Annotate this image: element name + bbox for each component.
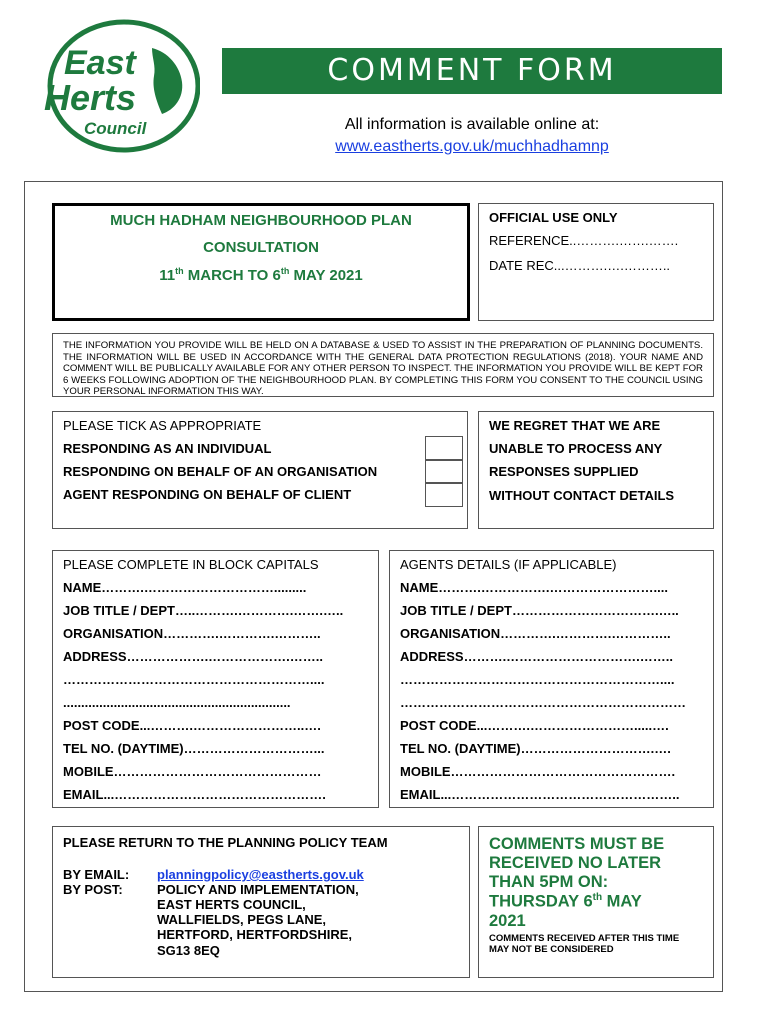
return-instructions-box (52, 826, 470, 978)
return-heading: PLEASE RETURN TO THE PLANNING POLICY TEAM (63, 835, 388, 850)
tel-daytime-field[interactable]: TEL NO. (DAYTIME)…………………………... (63, 741, 325, 756)
agent-mobile-field[interactable]: MOBILE……………………………………………. (400, 764, 676, 779)
deadline-note: COMMENTS RECEIVED AFTER THIS TIME (489, 933, 680, 944)
postcode-field[interactable]: POST CODE...……….……………………..…. (63, 718, 321, 733)
info-url-link[interactable]: www.eastherts.gov.uk/muchhadhamnp (335, 138, 609, 155)
consultation-box (52, 203, 470, 321)
svg-text:East: East (64, 44, 136, 82)
deadline-date: THURSDAY 6th MAY (489, 892, 642, 911)
address-field[interactable]: ADDRESS……………….……………….…….. (63, 649, 324, 664)
data-protection-notice: THE INFORMATION YOU PROVIDE WILL BE HELD ON A DATABASE & USED TO ASSIST IN THE PREPARATION OF PLANNING DOCUMENTS. THE INFORMATION WILL BE USED IN ACCORDANCE WITH THE GENERAL DATA PROTECTION REGULATIONS (2018). YOUR NAME AND COMMENT WILL BE PUBLICALLY AVAILABLE FOR ANY OTHER PERSON TO INSPECT. THE INFORMATION YOU PROVIDE WILL BE KEPT FOR 6 WEEKS FOLLOWING ADOPTION OF THE NEIGHBOURHOOD PLAN. BY COMPLETING THIS FORM YOU CONSENT TO THE COUNCIL USING YOUR PERSONAL INFORMATION THIS WAY. (52, 333, 714, 397)
svg-text:Herts: Herts (44, 77, 137, 118)
option-agent-label: AGENT RESPONDING ON BEHALF OF CLIENT (63, 487, 352, 502)
deadline-year: 2021 (489, 912, 526, 930)
mobile-field[interactable]: MOBILE………………………………………… (63, 764, 322, 779)
agent-details-heading: AGENTS DETAILS (IF APPLICABLE) (400, 557, 617, 572)
email-label: BY EMAIL: (63, 867, 130, 882)
address-line-3-field[interactable]: ............................................................... (63, 695, 291, 710)
checkbox-organisation[interactable] (425, 459, 463, 484)
agent-postcode-field[interactable]: POST CODE...……….…………………….....…. (400, 718, 669, 733)
option-individual-label: RESPONDING AS AN INDIVIDUAL (63, 441, 272, 456)
address-line: EAST HERTS COUNCIL, (157, 897, 306, 912)
respondent-type-box (52, 411, 468, 529)
address-line: WALLFIELDS, PEGS LANE, (157, 912, 327, 927)
regret-line: UNABLE TO PROCESS ANY (489, 441, 663, 456)
personal-details-heading: PLEASE COMPLETE IN BLOCK CAPITALS (63, 557, 319, 572)
deadline-line: THAN 5PM ON: (489, 873, 609, 891)
option-organisation-label: RESPONDING ON BEHALF OF AN ORGANISATION (63, 464, 378, 479)
organisation-field[interactable]: ORGANISATION………….………….……….. (63, 626, 321, 641)
deadline-note: MAY NOT BE CONSIDERED (489, 944, 614, 955)
deadline-line: RECEIVED NO LATER (489, 854, 662, 872)
agent-organisation-field[interactable]: ORGANISATION………….………….………….. (400, 626, 671, 641)
email-field[interactable]: EMAIL...…………………………………………. (63, 787, 326, 802)
regret-notice-box (478, 411, 714, 529)
official-use-box (478, 203, 714, 321)
address-line: POLICY AND IMPLEMENTATION, (157, 882, 359, 897)
date-received-field[interactable]: DATE REC...……….….……….. (489, 258, 671, 273)
checkbox-individual[interactable] (425, 436, 463, 461)
consultation-subtitle: CONSULTATION (203, 239, 319, 256)
official-use-heading: OFFICIAL USE ONLY (489, 210, 618, 225)
agent-address-line-3-field[interactable]: ………………………………………………………… (400, 695, 686, 710)
info-line: All information is available online at: (344, 116, 600, 133)
tick-heading: PLEASE TICK AS APPROPRIATE (63, 418, 262, 433)
address-line: SG13 8EQ (157, 943, 220, 958)
consultation-title: MUCH HADHAM NEIGHBOURHOOD PLAN (110, 212, 412, 229)
agent-address-line-2-field[interactable]: …………………………………………………….... (400, 672, 675, 687)
address-line-2-field[interactable]: ………………………………………………….... (63, 672, 325, 687)
logo-emblem-icon (40, 18, 200, 154)
name-field[interactable]: NAME……….…………………………......... (63, 580, 307, 595)
address-line: HERTFORD, HERTFORDSHIRE, (157, 927, 352, 942)
agent-tel-daytime-field[interactable]: TEL NO. (DAYTIME)………………………….…. (400, 741, 671, 756)
agent-job-title-field[interactable]: JOB TITLE / DEPT…………………………….….. (400, 603, 679, 618)
agent-name-field[interactable]: NAME……….…………….…………………….... (400, 580, 668, 595)
regret-line: WE REGRET THAT WE ARE (489, 418, 661, 433)
checkbox-agent[interactable] (425, 482, 463, 507)
east-herts-council-logo (40, 18, 200, 154)
email-link[interactable]: planningpolicy@eastherts.gov.uk (157, 867, 364, 882)
job-title-field[interactable]: JOB TITLE / DEPT…..……….………….…….….. (63, 603, 344, 618)
regret-line: RESPONSES SUPPLIED (489, 464, 639, 479)
reference-field[interactable]: REFERENCE..……….…….……. (489, 233, 679, 248)
personal-details-box (52, 550, 379, 808)
agent-details-box (389, 550, 714, 808)
svg-text:Council: Council (84, 119, 147, 138)
consultation-dates: 11th MARCH TO 6th MAY 2021 (159, 266, 363, 284)
agent-email-field[interactable]: EMAIL...…………………………………………….. (400, 787, 680, 802)
deadline-line: COMMENTS MUST BE (489, 835, 665, 853)
post-label: BY POST: (63, 882, 123, 897)
regret-line: WITHOUT CONTACT DETAILS (489, 488, 675, 503)
deadline-box (478, 826, 714, 978)
agent-address-field[interactable]: ADDRESS……….………………………….…….. (400, 649, 674, 664)
form-title: COMMENT FORM (222, 48, 722, 94)
